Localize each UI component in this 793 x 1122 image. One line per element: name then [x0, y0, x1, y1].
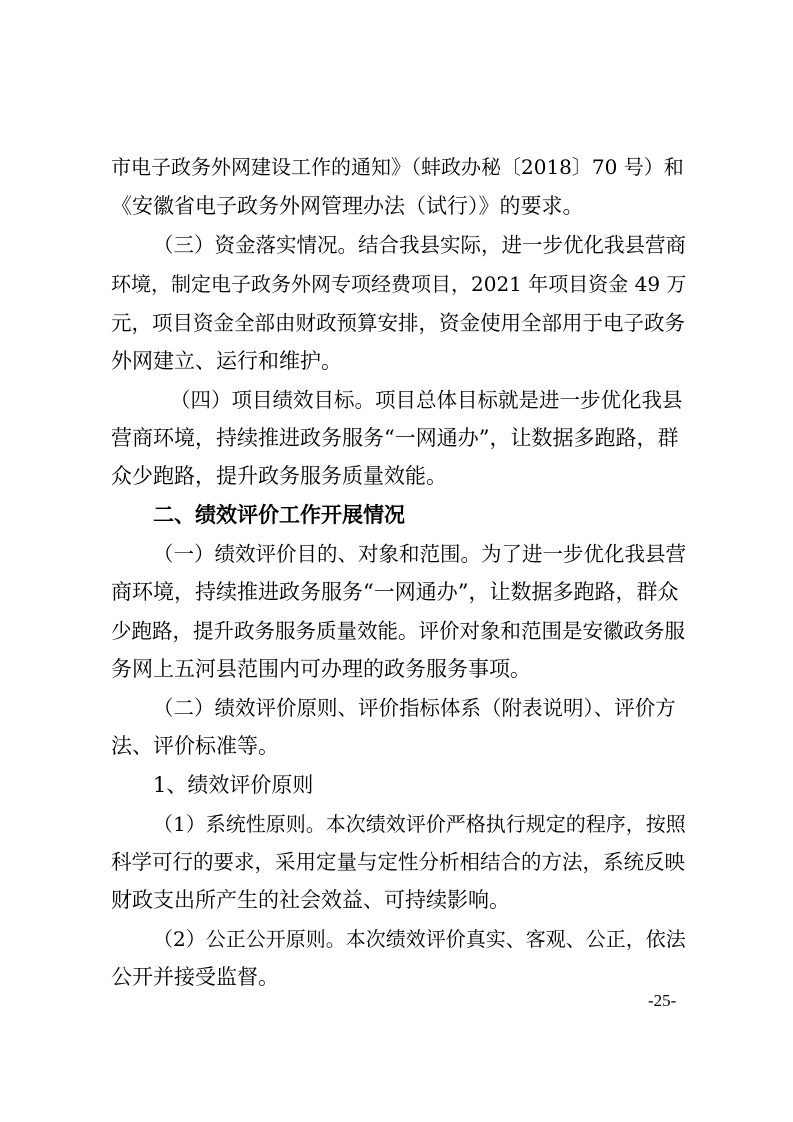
paragraph-line: 务网上五河县范围内可办理的政务服务事项。: [111, 657, 531, 681]
paragraph-line: 法、评价标准等。: [111, 734, 279, 758]
paragraph-line: 外网建立、运行和维护。: [111, 349, 342, 373]
paragraph-line: 少跑路，提升政务服务质量效能。评价对象和范围是安徽政务服: [111, 619, 685, 643]
subheading-line: 1、绩效评价原则: [153, 773, 314, 797]
paragraph-line: 科学可行的要求，采用定量与定性分析相结合的方法，系统反映: [111, 850, 685, 874]
section-heading: 二、绩效评价工作开展情况: [153, 503, 405, 527]
page-number: -25-: [648, 991, 677, 1010]
paragraph-line: 元，项目资金全部由财政预算安排，资金使用全部用于电子政务: [111, 311, 685, 335]
paragraph-line: （三）资金落实情况。结合我县实际，进一步优化我县营商: [153, 233, 686, 257]
paragraph-line: （1）系统性原则。本次绩效评价严格执行规定的程序，按照: [153, 812, 686, 836]
paragraph-line: （四）项目绩效目标。项目总体目标就是进一步优化我县: [170, 388, 683, 412]
paragraph-line: （二）绩效评价原则、评价指标体系（附表说明）、评价方: [153, 696, 676, 720]
paragraph-line: 环境，制定电子政务外网专项经费项目，2021 年项目资金 49 万: [111, 272, 687, 296]
paragraph-line: 《安徽省电子政务外网管理办法（试行）》的要求。: [111, 194, 584, 218]
paragraph-line: 商环境，持续推进政务服务“一网通办”，让数据多跑路，群众: [111, 580, 679, 604]
paragraph-line: 营商环境，持续推进政务服务“一网通办”，让数据多跑路，群: [111, 426, 679, 450]
paragraph-line: 财政支出所产生的社会效益、可持续影响。: [111, 888, 510, 912]
paragraph-line: （一）绩效评价目的、对象和范围。为了进一步优化我县营: [153, 542, 686, 566]
paragraph-line: 市电子政务外网建设工作的通知》（蚌政办秘〔2018〕70 号）和: [111, 155, 684, 179]
paragraph-line: 众少跑路，提升政务服务质量效能。: [111, 464, 447, 488]
paragraph-line: （2）公正公开原则。本次绩效评价真实、客观、公正，依法: [153, 927, 686, 951]
paragraph-line: 公开并接受监督。: [111, 965, 279, 989]
